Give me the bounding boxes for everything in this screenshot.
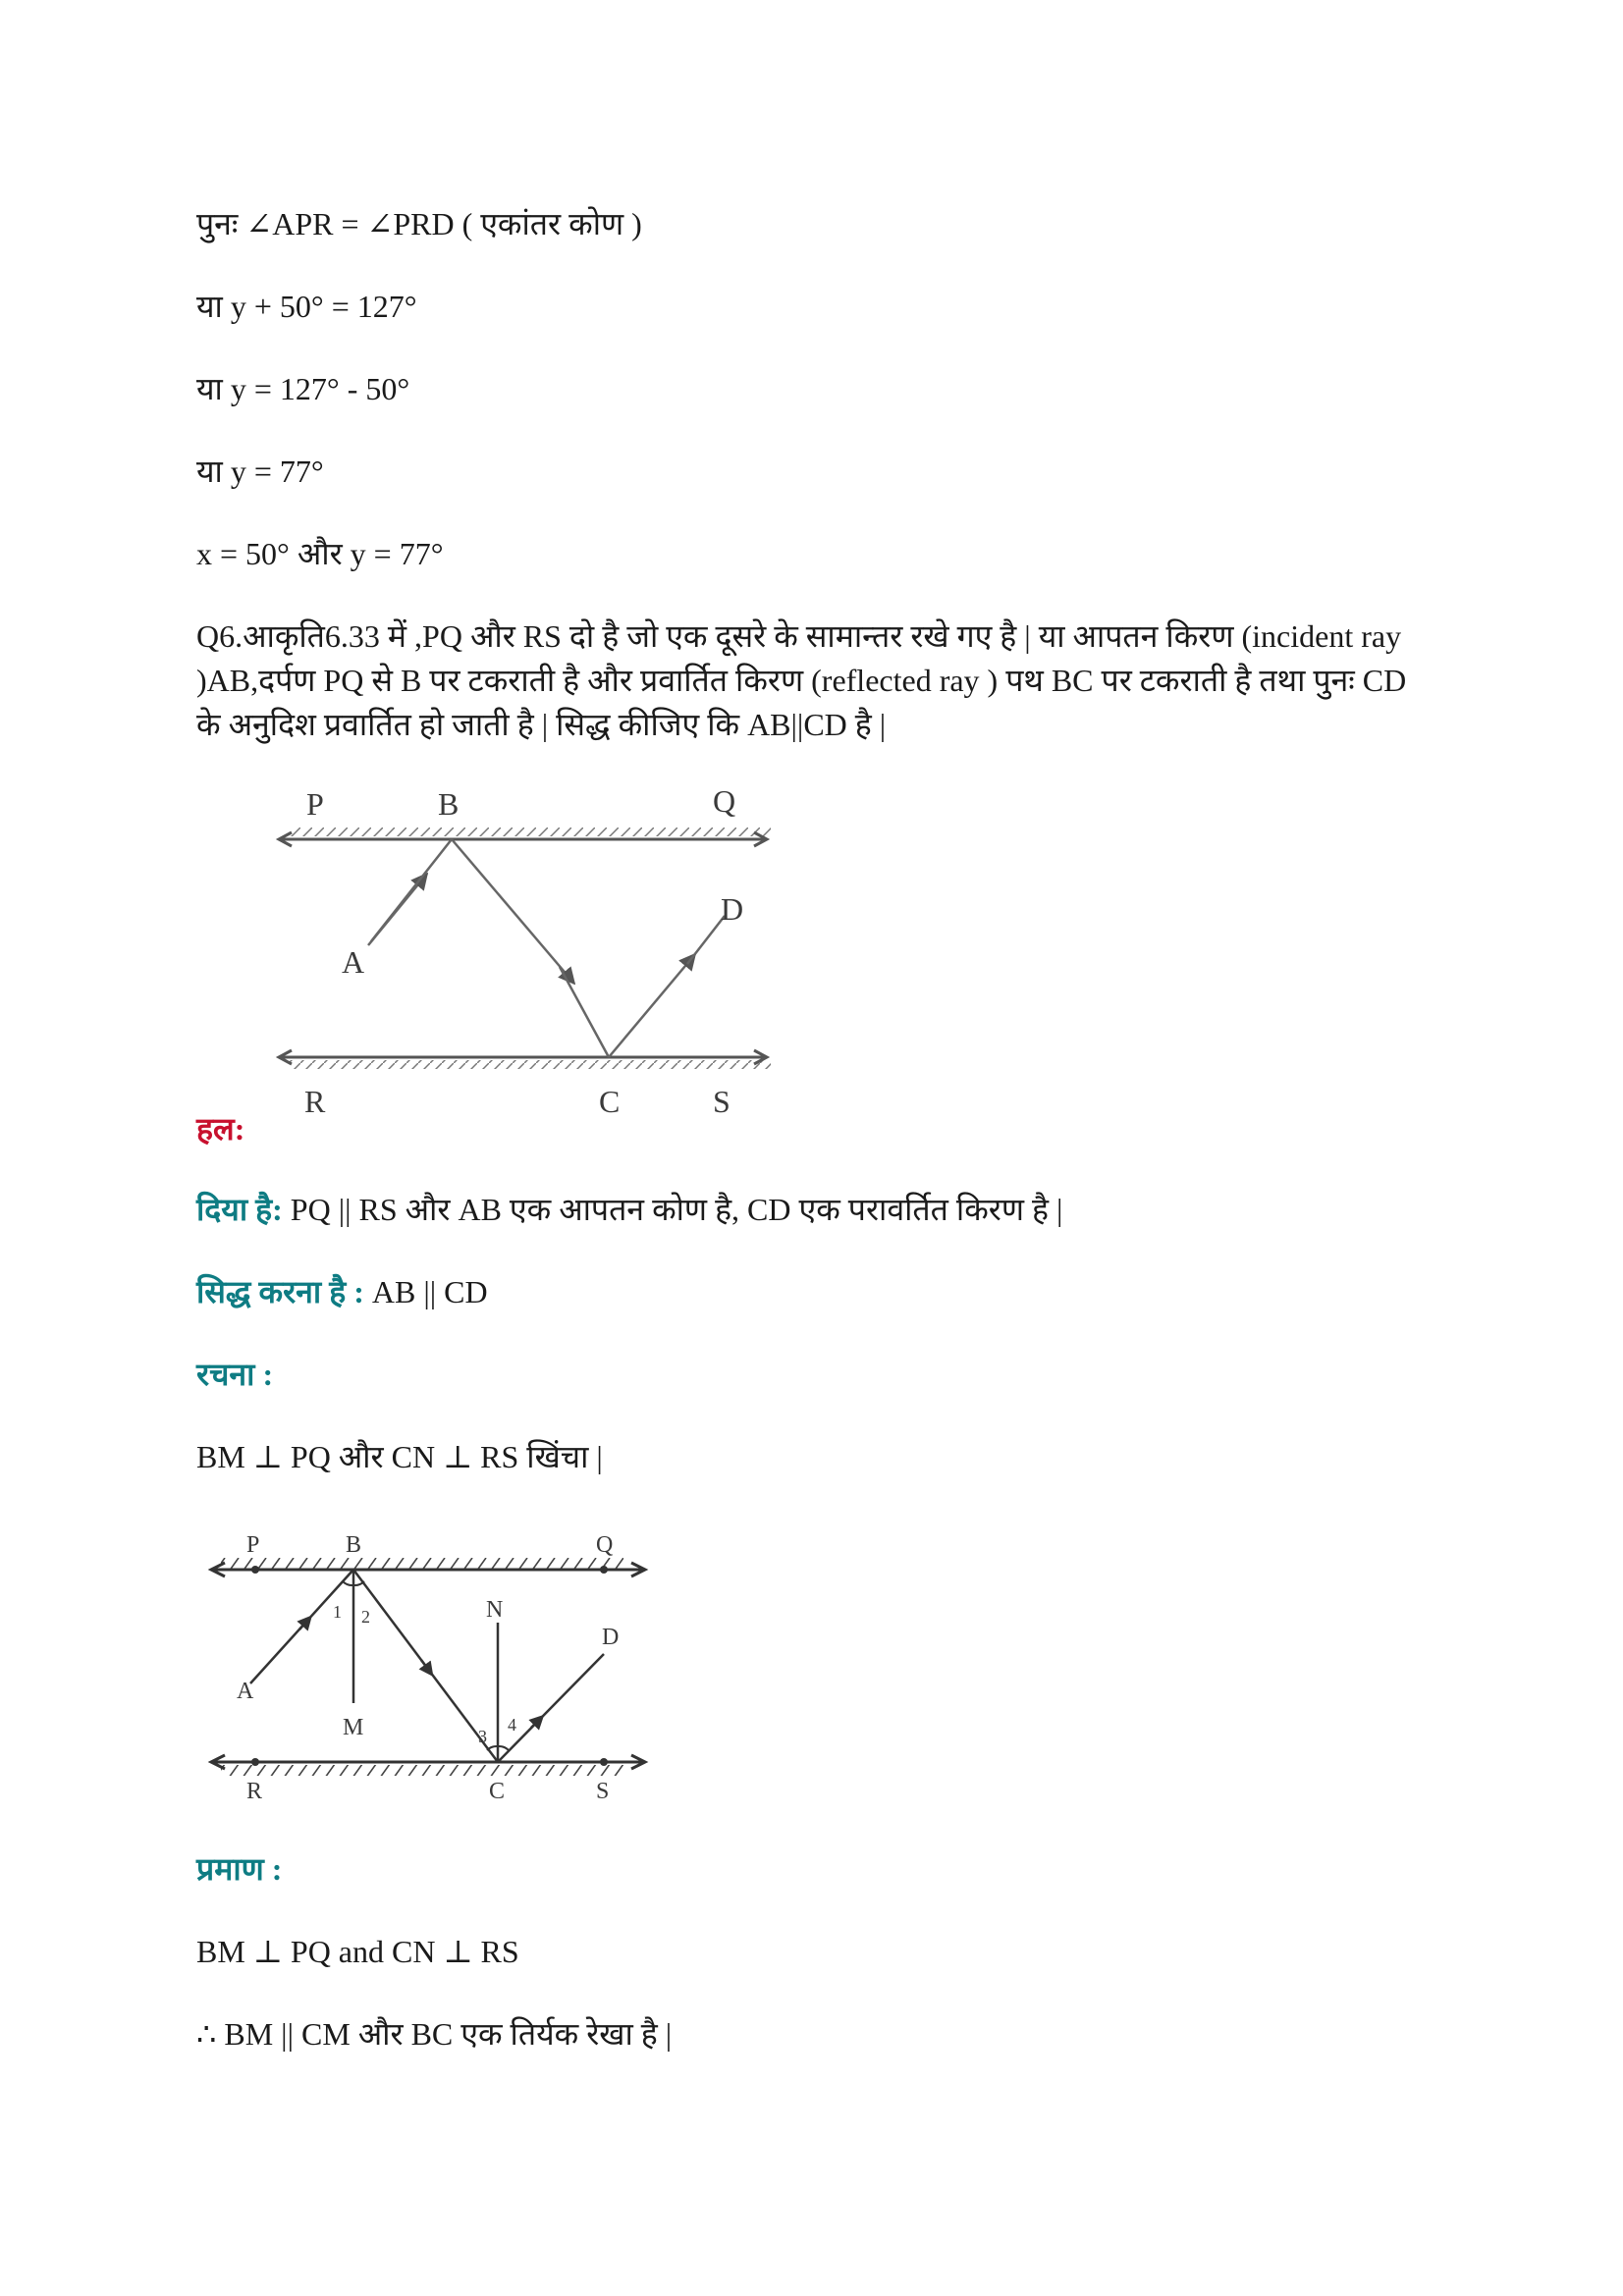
label-c: C xyxy=(599,1084,621,1119)
construction-text: BM ⊥ PQ और CN ⊥ RS खिंचा | xyxy=(196,1439,603,1474)
label-r: R xyxy=(304,1084,326,1119)
text-line-1: पुनः ∠APR = ∠PRD ( एकांतर कोण ) xyxy=(196,206,642,241)
label-b-2: B xyxy=(346,1532,362,1558)
given-line xyxy=(196,1188,1062,1231)
label-b: B xyxy=(438,786,460,822)
proof-line-2: ∴ BM || CM और BC एक तिर्यक रेखा है | xyxy=(196,2016,673,2052)
label-s-2: S xyxy=(596,1779,610,1804)
ray-bc-arrow xyxy=(452,839,574,984)
to-prove-line xyxy=(196,1270,488,1313)
ray-cd-arrow xyxy=(609,954,695,1057)
mirror-pq-hatch-2 xyxy=(221,1558,623,1569)
construction-label: रचना : xyxy=(196,1357,274,1392)
to-prove-label: सिद्ध करना है : xyxy=(196,1274,364,1309)
label-r-2: R xyxy=(246,1779,263,1804)
label-c-2: C xyxy=(489,1779,506,1804)
proof-line-1: BM ⊥ PQ and CN ⊥ RS xyxy=(196,1934,519,1969)
label-d: D xyxy=(721,891,744,927)
ray-cd xyxy=(687,916,725,964)
label-m: M xyxy=(343,1715,364,1740)
angle-label-3: 3 xyxy=(478,1727,487,1746)
to-prove-text: AB || CD xyxy=(363,1274,488,1309)
label-p: P xyxy=(306,786,324,822)
mirror-rs-hatch xyxy=(290,1060,771,1069)
label-s: S xyxy=(713,1084,730,1119)
ray-ab xyxy=(371,839,452,941)
proof-label: प्रमाण : xyxy=(196,1851,283,1887)
angle-label-4: 4 xyxy=(508,1715,516,1735)
label-a-2: A xyxy=(237,1679,254,1704)
label-d-2: D xyxy=(602,1625,620,1650)
label-p-2: P xyxy=(246,1532,260,1558)
ray-cd-2 xyxy=(498,1654,604,1762)
mirror-pq-hatch xyxy=(290,828,771,836)
angle-label-1: 1 xyxy=(333,1602,342,1622)
text-line-2: या y + 50° = 127° xyxy=(196,289,417,324)
solution-heading: हल: xyxy=(196,1111,245,1147)
text-line-4: या y = 77° xyxy=(196,454,324,489)
label-n: N xyxy=(486,1597,504,1623)
angle-label-2: 2 xyxy=(361,1607,370,1627)
label-q: Q xyxy=(713,783,736,819)
figure-construction xyxy=(201,1517,663,1816)
given-text: PQ || RS और AB एक आपतन कोण है, CD एक परावर्तित किरण है | xyxy=(282,1192,1063,1227)
figure-6-33 xyxy=(265,780,785,1129)
ray-bc xyxy=(560,967,609,1057)
text-line-3: या y = 127° - 50° xyxy=(196,371,410,406)
given-label: दिया है: xyxy=(196,1192,283,1227)
text-line-5: x = 50° और y = 77° xyxy=(196,536,444,571)
label-q-2: Q xyxy=(596,1532,614,1558)
label-a: A xyxy=(342,944,365,980)
question-q6: Q6.आकृति6.33 में ,PQ और RS दो है जो एक दूसरे के सामान्तर रखे गए है | या आपतन किरण (incident ray )AB,दर्पण PQ से B पर टकराती है और प्रवार्तित किरण (reflected ray ) पथ BC पर टकराती है तथा पुनः CD के अनुदिश प्रवार्तित हो जाती है | सिद्ध कीजिए कि AB||CD है | xyxy=(196,618,1407,742)
mirror-rs-hatch-2 xyxy=(221,1765,623,1776)
